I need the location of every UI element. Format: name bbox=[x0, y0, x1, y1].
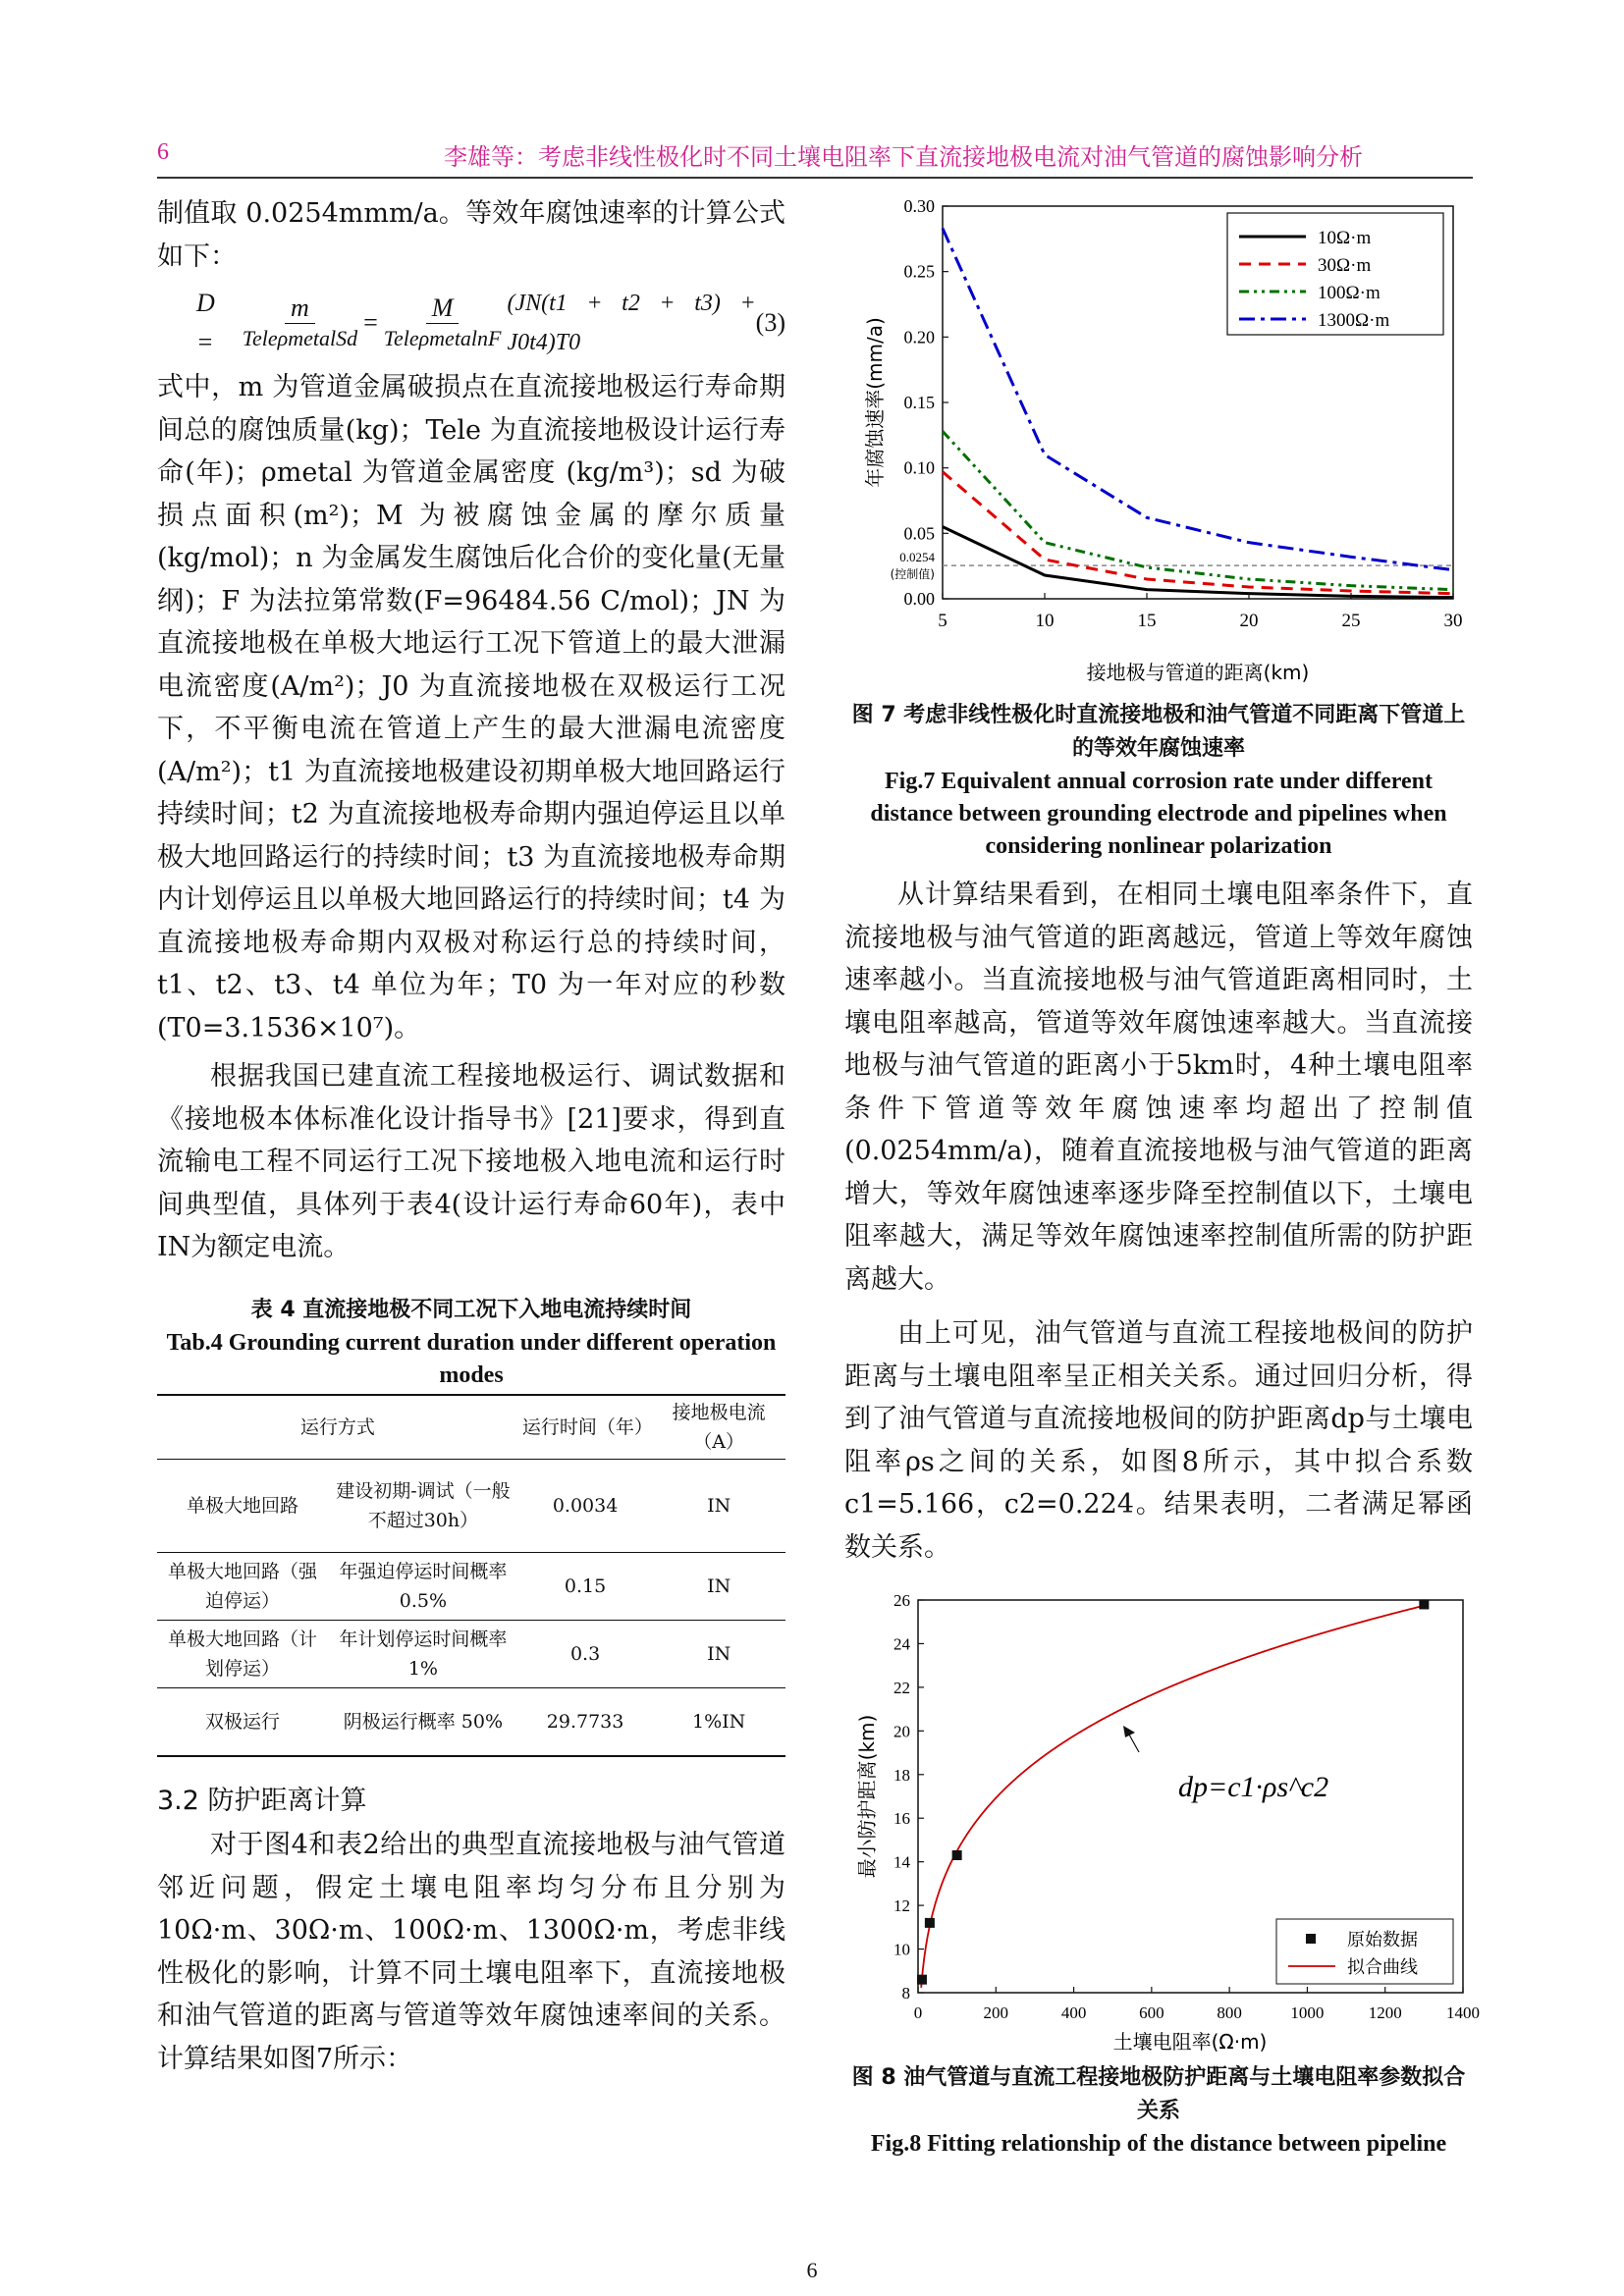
x-tick-label: 1400 bbox=[1446, 2003, 1480, 2022]
table-cell: 双极运行 bbox=[157, 1688, 328, 1757]
table-cell: IN bbox=[652, 1460, 785, 1553]
y-tick-label: 14 bbox=[893, 1852, 910, 1872]
table-cell: 年计划停运时间概率 1% bbox=[328, 1621, 518, 1688]
table-row bbox=[157, 1621, 785, 1688]
y-tick-label: 22 bbox=[893, 1678, 910, 1697]
figure-caption-zh: 图 8 油气管道与直流工程接地极防护距离与土壤电阻率参数拟合关系 bbox=[851, 2065, 1466, 2123]
table-cell: 年强迫停运时间概率 0.5% bbox=[328, 1553, 518, 1621]
y-tick-label: 10 bbox=[893, 1940, 910, 1959]
page-header bbox=[157, 137, 1473, 179]
y-tick-label: 20 bbox=[893, 1722, 910, 1741]
y-tick-label: 0.25 bbox=[903, 261, 935, 282]
table-header-mode: 运行方式 bbox=[157, 1395, 518, 1460]
table-caption bbox=[157, 1294, 785, 1392]
y-axis-label: 最小防护距离(km) bbox=[855, 1714, 879, 1879]
y-tick-label: 0.15 bbox=[903, 393, 935, 412]
data-point bbox=[917, 1975, 927, 1985]
page-footer-number: 6 bbox=[806, 2258, 818, 2282]
right-column bbox=[844, 874, 1473, 1569]
x-tick-label: 600 bbox=[1139, 2003, 1164, 2022]
y-tick-label: 18 bbox=[893, 1765, 910, 1785]
legend-label: 拟合曲线 bbox=[1347, 1957, 1418, 1978]
figure-7-chart bbox=[844, 191, 1473, 692]
fit-equation: dp=c1·ρs^c2 bbox=[1178, 1771, 1329, 1803]
x-tick-label: 5 bbox=[938, 611, 947, 631]
x-tick-label: 0 bbox=[913, 2003, 923, 2022]
figure-8-chart bbox=[844, 1591, 1480, 2056]
fraction bbox=[243, 294, 357, 353]
x-tick-label: 30 bbox=[1443, 611, 1463, 631]
table-cell: 单极大地回路（强迫停运） bbox=[157, 1553, 328, 1621]
table-row bbox=[157, 1460, 785, 1553]
table-cell: 0.3 bbox=[518, 1621, 652, 1688]
legend-label: 100Ω·m bbox=[1318, 283, 1380, 303]
figure-8-caption bbox=[844, 2061, 1473, 2161]
legend-label: 10Ω·m bbox=[1318, 228, 1372, 248]
header-page-number: 6 bbox=[157, 139, 169, 165]
series-line bbox=[943, 472, 1453, 594]
equation-3: D = $\frac{m}{\text{TeleρmetalSd}}$ = $\frac{M}{\text{TeleρmetalnF}}$ (JN(t1 + t2 + t3) + J0t4)T0 (3) bbox=[157, 284, 785, 362]
fraction bbox=[384, 294, 502, 353]
x-tick-label: 15 bbox=[1137, 611, 1157, 631]
section-body bbox=[157, 1824, 785, 2080]
section-heading: 3.2 防护距离计算 bbox=[157, 1786, 367, 1816]
annotation-arrow bbox=[1129, 1735, 1139, 1752]
figure-caption-en: Fig.8 Fitting relationship of the distance between pipeline bbox=[870, 2131, 1447, 2157]
paragraph: 对于图4和表2给出的典型直流接地极与油气管道邻近问题，假定土壤电阻率均匀分布且分别为10Ω·m、30Ω·m、100Ω·m、1300Ω·m，考虑非线性极化的影响，计算不同土壤电阻率下，直流接地极和油气管道的距离与管道等效年腐蚀速率间的关系。计算结果如图7所示： bbox=[157, 1830, 785, 2074]
legend-label: 1300Ω·m bbox=[1318, 310, 1390, 331]
table-cell: 建设初期-调试（一般不超过30h） bbox=[328, 1460, 518, 1553]
y-tick-label: 0.30 bbox=[903, 196, 935, 216]
paragraph: 从计算结果看到，在相同土壤电阻率条件下，直流接地极与油气管道的距离越远，管道上等效年腐蚀速率越小。当直流接地极与油气管道距离相同时，土壤电阻率越高，管道等效年腐蚀速率越大。当直流接地极与油气管道的距离小于5km时，4种土壤电阻率条件下管道等效年腐蚀速率均超出了控制值(0.0254mm/a)，随着直流接地极与油气管道的距离增大，等效年腐蚀速率逐步降至控制值以下，土壤电阻率越大，满足等效年腐蚀速率控制值所需的防护距离越大。 bbox=[844, 880, 1473, 1295]
fraction-numerator: m bbox=[285, 294, 315, 324]
table-header-current: 接地极电流（A） bbox=[652, 1395, 785, 1460]
table-cell: IN bbox=[652, 1553, 785, 1621]
x-tick-label: 20 bbox=[1239, 611, 1259, 631]
table-caption-en: Tab.4 Grounding current duration under different operation modes bbox=[166, 1330, 777, 1388]
y-tick-label: 16 bbox=[893, 1809, 910, 1829]
y-tick-label: 8 bbox=[901, 1984, 910, 2002]
paragraph: 制值取 0.0254mmm/a。等效年腐蚀速率的计算公式如下： bbox=[157, 198, 785, 272]
table-4 bbox=[157, 1394, 785, 1757]
data-point bbox=[1419, 1599, 1429, 1609]
paragraph: 根据我国已建直流工程接地极运行、调试数据和《接地极本体标准化设计指导书》[21]要求，得到直流输电工程不同运行工况下接地极入地电流和运行时间典型值，具体列于表4(设计运行寿命60年)，表中IN为额定电流。 bbox=[157, 1061, 785, 1262]
fraction-denominator: TeleρmetalSd bbox=[242, 325, 358, 350]
data-point bbox=[925, 1918, 935, 1928]
table-cell: 29.7733 bbox=[518, 1688, 652, 1757]
table-cell: 0.15 bbox=[518, 1553, 652, 1621]
x-tick-label: 1000 bbox=[1290, 2003, 1325, 2022]
figure-caption-zh: 图 7 考虑非线性极化时直流接地极和油气管道不同距离下管道上的等效年腐蚀速率 bbox=[851, 703, 1466, 761]
data-point bbox=[952, 1850, 962, 1860]
table-row bbox=[157, 1553, 785, 1621]
paragraph: 由上可见，油气管道与直流工程接地极间的防护距离与土壤电阻率呈正相关关系。通过回归分析，得到了油气管道与直流接地极间的防护距离dp与土壤电阻率ρs之间的关系，如图8所示，其中拟合系数c1=5.166，c2=0.224。结果表明，二者满足幂函数关系。 bbox=[844, 1318, 1473, 1563]
x-tick-label: 10 bbox=[1035, 611, 1055, 631]
x-axis-label: 土壤电阻率(Ω·m) bbox=[1112, 2030, 1268, 2054]
equation-rest: (JN(t1 + t2 + t3) + J0t4)T0 bbox=[507, 291, 756, 355]
table-row bbox=[157, 1688, 785, 1757]
control-value-label: (控制值) bbox=[890, 567, 935, 582]
legend-label: 原始数据 bbox=[1347, 1930, 1418, 1950]
figure-caption-en: Fig.7 Equivalent annual corrosion rate under different distance between grounding electrode and pipelines when considering nonlinear polarization bbox=[870, 769, 1447, 859]
equation-lhs: D = bbox=[196, 289, 215, 356]
y-tick-label: 0.20 bbox=[903, 327, 935, 347]
y-tick-label: 26 bbox=[893, 1591, 910, 1610]
fraction-denominator: TeleρmetalnF bbox=[383, 325, 502, 350]
figure-7-caption bbox=[844, 699, 1473, 863]
legend-marker bbox=[1306, 1934, 1316, 1944]
table-cell: 1%IN bbox=[652, 1688, 785, 1757]
x-tick-label: 25 bbox=[1341, 611, 1361, 631]
table-cell: 单极大地回路 bbox=[157, 1460, 328, 1553]
x-axis-label: 接地极与管道的距离(km) bbox=[1086, 661, 1310, 684]
x-tick-label: 200 bbox=[983, 2003, 1009, 2022]
paragraph: 式中，m 为管道金属破损点在直流接地极运行寿命期间总的腐蚀质量(kg)；Tele 为直流接地极设计运行寿命(年)；ρmetal 为管道金属密度 (kg/m³)；sd 为破损点面积(m²)；M 为被腐蚀金属的摩尔质量(kg/mol)；n 为金属发生腐蚀后化合价的变化量(无量纲)；F 为法拉第常数(F=96484.56 C/mol)；JN 为直流接地极在单极大地运行工况下管道上的最大泄漏电流密度(A/m²)；J0 为直流接地极在双极运行工况下，不平衡电流在管道上产生的最大泄漏电流密度(A/m²)；t1 为直流接地极建设初期单极大地回路运行持续时间；t2 为直流接地极寿命期内强迫停运且以单极大地回路运行的持续时间；t3 为直流接地极寿命期内计划停运且以单极大地回路运行的持续时间；t4 为直流接地极寿命期内双极对称运行总的持续时间，t1、t2、t3、t4 单位为年；T0 为一年对应的秒数(T0=3.1536×10⁷)。 bbox=[157, 372, 785, 1043]
y-tick-label: 24 bbox=[893, 1634, 910, 1654]
table-header-time: 运行时间（年） bbox=[518, 1395, 652, 1460]
running-title: 李雄等：考虑非线性极化时不同土壤电阻率下直流接地极电流对油气管道的腐蚀影响分析 bbox=[444, 143, 1363, 171]
y-axis-label: 年腐蚀速率(mm/a) bbox=[863, 317, 887, 488]
table-cell: 0.0034 bbox=[518, 1460, 652, 1553]
table-cell: 阴极运行概率 50% bbox=[328, 1688, 518, 1757]
control-value-label: 0.0254 bbox=[899, 550, 935, 565]
equation-number: (3) bbox=[755, 308, 785, 337]
y-tick-label: 0.10 bbox=[903, 457, 935, 478]
x-tick-label: 400 bbox=[1060, 2003, 1087, 2022]
y-tick-label: 0.05 bbox=[903, 523, 935, 544]
fraction-numerator: M bbox=[426, 294, 460, 324]
table-cell: IN bbox=[652, 1621, 785, 1688]
x-tick-label: 800 bbox=[1217, 2003, 1242, 2022]
table-caption-zh: 表 4 直流接地极不同工况下入地电流持续时间 bbox=[250, 1298, 692, 1322]
left-column bbox=[157, 192, 785, 1269]
y-tick-label: 12 bbox=[893, 1896, 910, 1916]
x-tick-label: 1200 bbox=[1368, 2003, 1402, 2022]
table-cell: 单极大地回路（计划停运） bbox=[157, 1621, 328, 1688]
legend-label: 30Ω·m bbox=[1318, 255, 1372, 276]
y-tick-label: 0.00 bbox=[903, 589, 935, 609]
